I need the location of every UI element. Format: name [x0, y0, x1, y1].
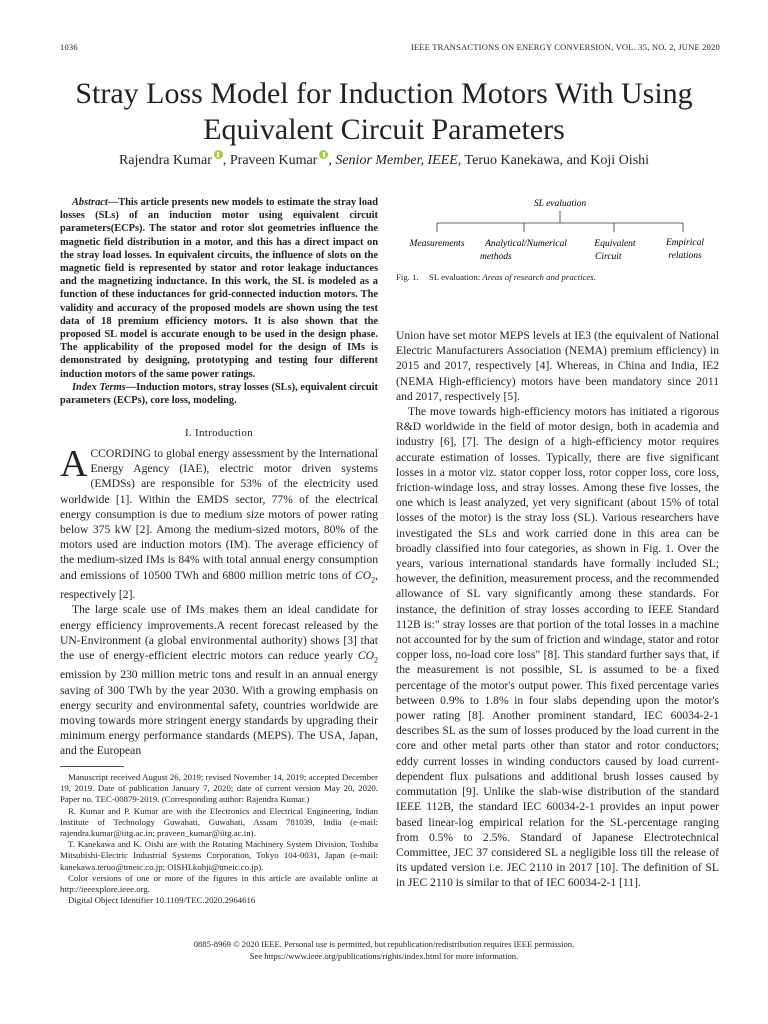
- figure-1-caption: [396, 272, 719, 282]
- intro-paragraph-2: The large scale use of IMs makes them an ideal candidate for energy efficiency improvements.A recent forecast released by the UN-Environment (a global environmental authority) shows [3] that the use of energy-efficient electric motors can reduce yearly $CO_2$ emission by 230 million metric tons and result in an annual energy saving of 300 TWh by the year 2030. With a growing emphasis on energy security and environmental safety, countries worldwide are moving towards more stringent energy standards by upgrading their minimum energy performance standards (MEPS). The USA, Japan, and the European: [60, 603, 378, 758]
- fig-caption-label: Fig. 1.: [396, 272, 419, 282]
- fig-caption-italic: Areas of research and practices.: [482, 272, 596, 282]
- index-terms-label: Index Terms: [72, 382, 126, 393]
- dropcap-letter: A: [60, 443, 88, 485]
- fig-leaf-analytical-2: methods: [480, 252, 512, 262]
- index-terms-text: —Induction motors, stray losses (SLs), equivalent circuit parameters (ECPs), core loss, modeling.: [60, 382, 378, 407]
- footnote-affil-2: T. Kanekawa and K. Oishi are with the Rotating Machinery System Division, Toshiba Mitsubishi-Electric Industrial Systems Corporation, Tokyo 104-0031, Japan (e-mail: kanekawa.teruo@tmeic.co.jp; OISHI.kohji@tmeic.co.jp).: [60, 839, 378, 872]
- footnote-manuscript: Manuscript received August 26, 2019; revised November 14, 2019; accepted December 19, 2019. Date of publication January 7, 2020; date of current version May 20, 2020. Paper no. TEC-00879-2019. (Corresponding author: Rajendra Kumar.): [60, 772, 378, 805]
- copyright-footer: [40, 939, 728, 962]
- footnote-doi: Digital Object Identifier 10.1109/TEC.2020.2964616: [68, 895, 256, 906]
- author-list: [40, 150, 728, 169]
- orcid-icon[interactable]: [319, 150, 328, 159]
- author-1: Rajendra Kumar: [118, 153, 212, 168]
- right-column-body: [396, 328, 719, 891]
- right-paragraph-1: Union have set motor MEPS levels at IE3 (the equivalent of National Electric Manufacturers Association (NEMA) premium efficiency) in 2015 and 2017, respectively [4]. Whereas, in China and India, IE2 (NEMA High-efficiency) motors have been mandatory since 2011 and 2017, respectively [5].: [396, 329, 719, 403]
- footnote-affil-1: R. Kumar and P. Kumar are with the Electronics and Electrical Engineering, Indian Institute of Technology Guwahati, Guwahati, Assam 781039, India (e-mail: rajendra.kumar@iitg.ac.in; praveen_kumar@iitg.ac.in).: [60, 805, 378, 839]
- fig-leaf-equivalent-2: Circuit: [595, 252, 622, 262]
- copyright-line-2: See https://www.ieee.org/publications/rights/index.html for more information.: [249, 950, 519, 961]
- fig-leaf-equivalent-1: Equivalent: [594, 239, 636, 249]
- footnotes: [60, 772, 378, 906]
- title-line-1: Stray Loss Model for Induction Motors With Using: [75, 77, 693, 110]
- fig-leaf-measurements: Measurements: [409, 239, 465, 249]
- footnote-rule: [60, 766, 124, 767]
- paper-title: [40, 76, 728, 148]
- abstract-text: —This article presents new models to estimate the stray load losses (SLs) of an induction motor using equivalent circuit parameters(ECPs). The stator and rotor slot geometries influence the magnetic field distribution in a motor, and this has a direct impact on the stray load losses. In equivalent circuits, the influence of slots on the magnetic field is represented by stator and rotor leakage inductances and the magnetizing inductance. In this work, the SL is modeled as a function of these inductances for grid-connected induction motors. The validity and accuracy of the proposed models are shown using the test data of 18 premium efficiency motors. It is also shown that the proposed SL model is accurate enough to be used in the design phase. The applicability of the proposed model for the design of IMs is demonstrated by designing, prototyping and testing four different induction motors of the same power ratings.: [60, 197, 378, 380]
- author-2: , Praveen Kumar: [222, 153, 318, 168]
- fig-root-label: SL evaluation: [533, 199, 587, 209]
- section-heading: I. Introduction: [184, 427, 254, 439]
- right-paragraph-2: The move towards high-efficiency motors has initiated a rigorous R&D worldwide in the field of motor design, both in academia and industry [6], [7]. The design of a high-efficiency motor requires accurate estimation of losses. Typically, there are five significant losses in a motor viz. stator copper loss, rotor copper loss, core loss, friction-windage loss, and stray losses. Among these five losses, the one which is least analyzed, yet very significant (about 15% of total losses of the motor) is the stray loss (SL). Various researchers have investigated the SLs and work carried done in this area can be broadly classified into four categories, as shown in Fig. 1. Over the years, various international standards have formally included SL; however, the definition, measurement process, and the recommended allowance of SL vary significantly among these standards. For instance, the definition of stray losses according to IEEE Standard 112B is:" stray losses are that portion of the total losses in a machine not accounted for by the sum of friction and windage, stator and rotor copper loss, no-load core loss" [8]. This standard further says that, if the measurement is not possible, SL is assumed to be a fixed percentage of the motor's output power. This fixed percentage varies between 0.9% to 1.8% in four slabs depending upon the motor's power rating [8]. Another prominent standard, IEC 60034-2-1 describes SL as the sum of losses produced by the load current in the core and other metal parts other than stator and rotor conductors; eddy current losses in winding conductors caused by load current-dependent flux pulsations and additional brush losses caused by commutation [9]. Unlike the slab-wise distribution of the standard IEEE 112B, the standard IEC 60034-2-1 provides an input power based linear-log empirical relation for the SL-percentage ranging from 0.5% to 2.5%. Standard of Japanese Electrotechnical Committee, JEC 37 considered SL a negligible loss till the release of its updated version i.e. JEC 2110 in 2017 [10]. The definition of SL in JEC 2110 is similar to that of IEC 60034-2-1 [11].: [396, 405, 719, 890]
- abstract: [60, 196, 378, 381]
- fig-leaf-analytical-1: Analytical/Numerical: [485, 239, 567, 249]
- intro-paragraph-1: ACCORDING to global energy assessment by the International Energy Agency (IAE), electric motor driven systems (EMDSs) are responsible for 53% of the electricity used worldwide [1]. Within the EMDS sector, 77% of the electrical energy consumption is due to medium size motors of power rating below 375 kW [2]. Among the medium-sized motors, 80% of the motors used are induction motors (IM). The average efficiency of the medium-sized IMs is 84% with total annual energy consumption and emissions of 10500 TWh and 6800 million metric tons of $CO_2$, respectively [2].: [60, 443, 378, 602]
- fig-leaf-empirical-1: Empirical: [666, 238, 704, 248]
- footnote-color: Color versions of one or more of the figures in this article are available online at http://ieeexplore.ieee.org.: [60, 872, 378, 895]
- fig-leaf-empirical-2: relations: [668, 251, 702, 261]
- author-3-4: Teruo Kanekawa, and Koji Oishi: [461, 153, 650, 168]
- orcid-icon[interactable]: [214, 150, 223, 159]
- page-number: 1036: [60, 42, 78, 52]
- title-line-2: Equivalent Circuit Parameters: [203, 113, 565, 146]
- abstract-label: Abstract: [72, 197, 108, 208]
- author-2-role: , Senior Member, IEEE,: [328, 153, 462, 168]
- index-terms: [60, 381, 378, 407]
- fig-caption-text: SL evaluation:: [428, 272, 483, 282]
- journal-header: IEEE TRANSACTIONS ON ENERGY CONVERSION, VOL. 35, NO. 2, JUNE 2020: [410, 42, 720, 52]
- introduction-body: [60, 443, 378, 759]
- copyright-line-1: 0885-8969 © 2020 IEEE. Personal use is permitted, but republication/redistribution requires IEEE permission.: [193, 939, 575, 949]
